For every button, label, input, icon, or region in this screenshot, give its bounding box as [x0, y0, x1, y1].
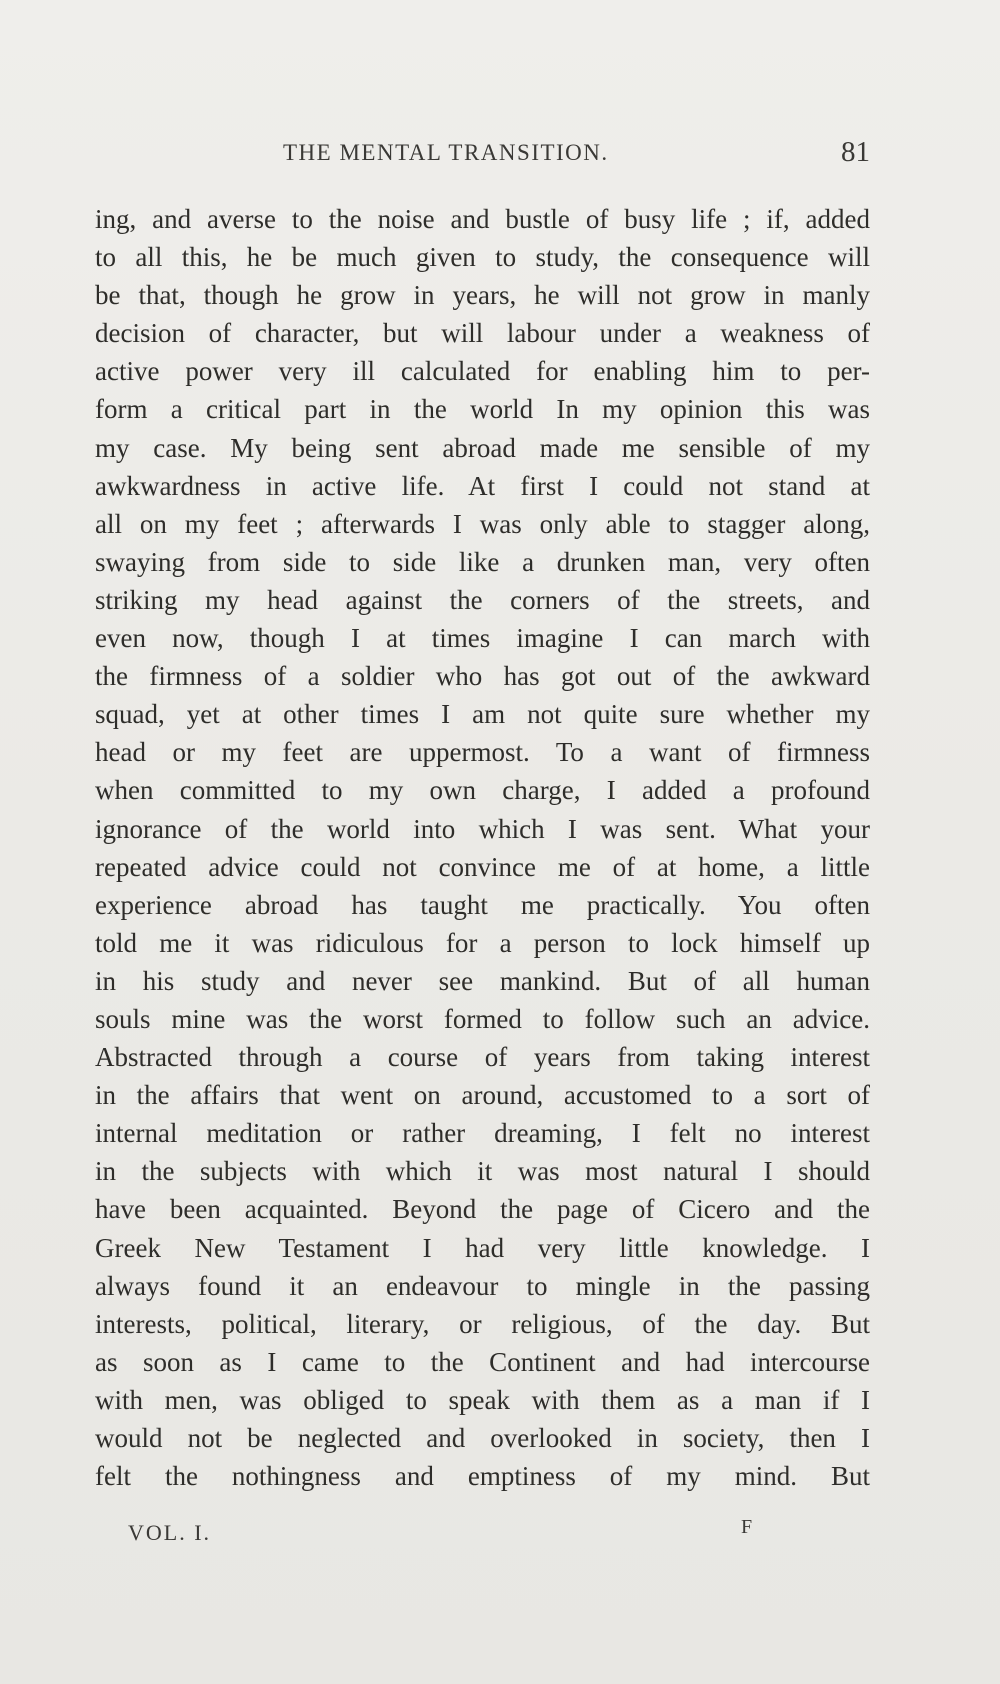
- text-line: with men, was obliged to speak with them as a man if I: [95, 1384, 870, 1415]
- text-line: Greek New Testament I had very little knowledge. I: [95, 1232, 870, 1263]
- text-line: experience abroad has taught me practically. You often: [95, 889, 870, 920]
- text-line: head or my feet are uppermost. To a want of firmness: [95, 737, 870, 768]
- text-line: even now, though I at times imagine I can march with: [95, 623, 870, 654]
- text-line: would not be neglected and overlooked in society, then I: [95, 1423, 870, 1453]
- text-line: internal meditation or rather dreaming, I felt no interest: [95, 1118, 870, 1149]
- text-line: repeated advice could not convince me of at home, a little: [95, 851, 870, 882]
- body-text: [95, 200, 870, 1495]
- text-line: squad, yet at other times I am not quite sure whether my: [95, 699, 870, 730]
- text-line: active power very ill calculated for enabling him to per-: [95, 356, 870, 387]
- text-line: ignorance of the world into which I was sent. What your: [95, 813, 870, 844]
- page-number: 81: [841, 136, 870, 168]
- page-footer: [128, 1516, 768, 1550]
- text-line: interests, political, literary, or religious, of the day. But: [95, 1308, 870, 1339]
- running-title: THE MENTAL TRANSITION.: [283, 140, 609, 165]
- text-line: form a critical part in the world In my opinion this was: [95, 394, 870, 425]
- text-line: told me it was ridiculous for a person to lock himself up: [95, 927, 870, 958]
- text-line: swaying from side to side like a drunken man, very often: [95, 546, 870, 577]
- text-line: have been acquainted. Beyond the page of Cicero and the: [95, 1194, 870, 1225]
- text-line: my case. My being sent abroad made me sensible of my: [95, 432, 870, 463]
- running-head: [95, 136, 870, 174]
- signature-mark: F: [741, 1516, 753, 1538]
- text-line: all on my feet ; afterwards I was only able to stagger along,: [95, 508, 870, 539]
- volume-mark: VOL. I.: [128, 1520, 212, 1545]
- text-line: the firmness of a soldier who has got out of the awkward: [95, 661, 870, 692]
- text-line: felt the nothingness and emptiness of my mind. But: [95, 1461, 870, 1492]
- text-line: ing, and averse to the noise and bustle of busy life ; if, added: [95, 204, 870, 234]
- text-line: striking my head against the corners of the streets, and: [95, 584, 870, 615]
- text-line: in his study and never see mankind. But of all human: [95, 965, 870, 996]
- text-line: awkwardness in active life. At first I could not stand at: [95, 470, 870, 501]
- text-line: in the subjects with which it was most natural I should: [95, 1156, 870, 1187]
- text-line: souls mine was the worst formed to follow such an advice.: [95, 1003, 870, 1034]
- text-line: as soon as I came to the Continent and had intercourse: [95, 1346, 870, 1377]
- text-line: be that, though he grow in years, he will not grow in manly: [95, 280, 870, 311]
- text-line: always found it an endeavour to mingle in the passing: [95, 1270, 870, 1301]
- text-line: when committed to my own charge, I added a profound: [95, 775, 870, 806]
- text-line: to all this, he be much given to study, the consequence will: [95, 242, 870, 273]
- text-line: decision of character, but will labour under a weakness of: [95, 318, 870, 349]
- text-line: in the affairs that went on around, accustomed to a sort of: [95, 1080, 870, 1111]
- text-line: Abstracted through a course of years from taking interest: [95, 1042, 870, 1073]
